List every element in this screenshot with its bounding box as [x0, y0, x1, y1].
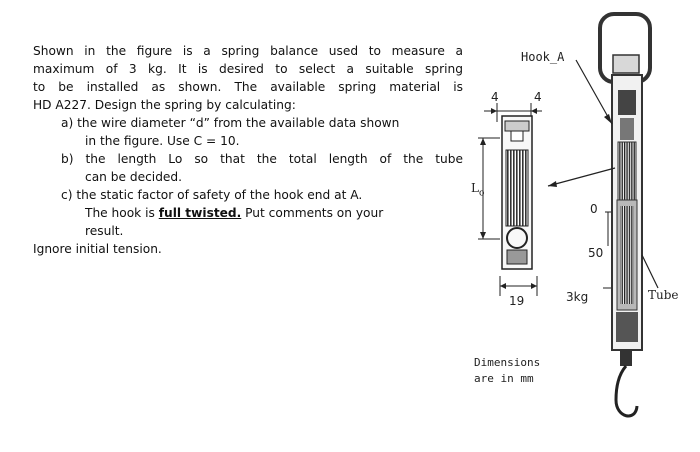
part-a-line-1: a) the wire diameter “d” from the available data shown: [61, 116, 400, 130]
part-c-line-3: result.: [85, 224, 124, 238]
intro-line-2: maximum of 3 kg. It is desired to select a suitable spring: [33, 62, 463, 76]
intro-line-3: to be installed as shown. The available spring material is: [33, 80, 463, 94]
dim-length-subscript: o: [478, 188, 485, 199]
footer-note: Ignore initial tension.: [33, 242, 162, 256]
dim-width-label: 19: [509, 294, 525, 308]
part-b-line-2: can be decided.: [85, 170, 183, 184]
full-twisted-emphasis: full twisted.: [158, 206, 242, 220]
spring-detail: [478, 103, 542, 296]
scale-zero-label: 0: [590, 202, 598, 216]
intro-line-4: HD A227. Design the spring by calculating:: [33, 98, 296, 112]
units-note-line-1: Dimensions: [474, 356, 541, 369]
dim-length-letter: L: [471, 181, 479, 195]
scale-fifty-label: 50: [588, 246, 604, 260]
dim-length-label: [471, 181, 484, 198]
dim-top-left: 4: [491, 90, 499, 104]
intro-line-1: Shown in the figure is a spring balance used to measure a: [33, 44, 463, 58]
part-c-line-2-pre: The hook is: [85, 206, 159, 220]
scale-max-label: 3kg: [566, 290, 589, 304]
dim-top-right: 4: [534, 90, 542, 104]
part-b-line-1: b) the length Lo so that the total length of the tube: [61, 152, 463, 166]
part-c-line-2-post: Put comments on your: [241, 206, 384, 220]
units-note-line-2: are in mm: [474, 372, 534, 385]
part-c-line-1: c) the static factor of safety of the hook end at A.: [61, 188, 363, 202]
spring-balance: [548, 14, 658, 416]
tube-label: Tube: [648, 288, 679, 302]
part-a-line-2: in the figure. Use C = 10.: [85, 134, 240, 148]
hook-a-label: Hook_A: [521, 50, 565, 64]
